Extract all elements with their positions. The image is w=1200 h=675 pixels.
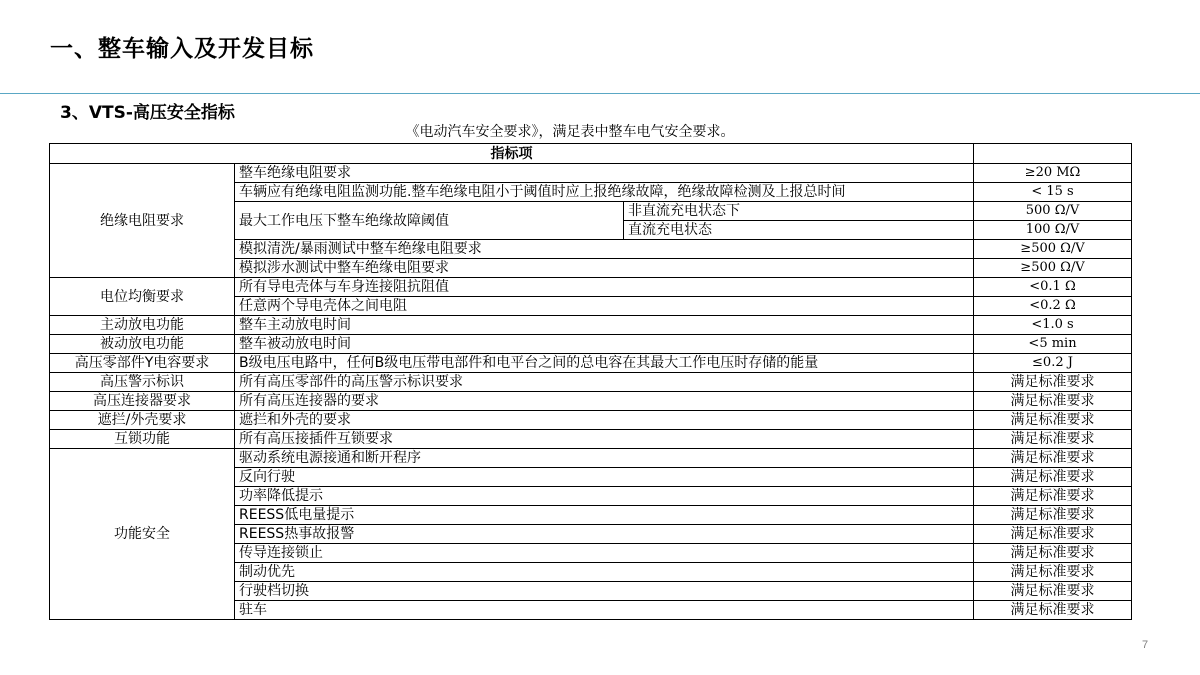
table-header-row	[50, 144, 1132, 164]
table-row	[50, 392, 1132, 411]
table-header-cell: 指标项	[50, 144, 974, 164]
row-value: 满足标准要求	[974, 392, 1132, 411]
row-value: <1.0 s	[974, 316, 1132, 335]
table-header-value-cell	[974, 144, 1132, 164]
row-item: 车辆应有绝缘电阻监测功能.整车绝缘电阻小于阈值时应上报绝缘故障，绝缘故障检测及上报总时间	[235, 183, 974, 202]
row-item: 制动优先	[235, 563, 974, 582]
category-active-discharge: 主动放电功能	[50, 316, 235, 335]
row-value: 满足标准要求	[974, 430, 1132, 449]
row-item: 最大工作电压下整车绝缘故障阈值	[235, 202, 624, 240]
row-item: REESS热事故报警	[235, 525, 974, 544]
table-row	[50, 411, 1132, 430]
table-caption: 《电动汽车安全要求》，满足表中整车电气安全要求。	[405, 124, 735, 140]
table-row	[50, 449, 1132, 468]
row-value: <0.1 Ω	[974, 278, 1132, 297]
table-row	[50, 354, 1132, 373]
row-value: < 15 s	[974, 183, 1132, 202]
row-value: 满足标准要求	[974, 468, 1132, 487]
category-equipotential: 电位均衡要求	[50, 278, 235, 316]
row-value: ≤0.2 J	[974, 354, 1132, 373]
row-item: 所有高压零部件的高压警示标识要求	[235, 373, 974, 392]
table-row	[50, 430, 1132, 449]
row-item: 所有高压连接器的要求	[235, 392, 974, 411]
row-item: B级电压电路中，任何B级电压带电部件和电平台之间的总电容在其最大工作电压时存储的能量	[235, 354, 974, 373]
row-value: 满足标准要求	[974, 525, 1132, 544]
category-insulation: 绝缘电阻要求	[50, 164, 235, 278]
category-hv-warning: 高压警示标识	[50, 373, 235, 392]
table-row	[50, 335, 1132, 354]
row-item: 整车主动放电时间	[235, 316, 974, 335]
row-item: 行驶档切换	[235, 582, 974, 601]
row-item: 模拟涉水测试中整车绝缘电阻要求	[235, 259, 974, 278]
row-value: 满足标准要求	[974, 506, 1132, 525]
title-divider	[0, 93, 1200, 94]
row-item: 驱动系统电源接通和断开程序	[235, 449, 974, 468]
category-functional-safety: 功能安全	[50, 449, 235, 620]
slide-title: 一、整车输入及开发目标	[50, 36, 314, 62]
row-item: 传导连接锁止	[235, 544, 974, 563]
row-item: 遮拦和外壳的要求	[235, 411, 974, 430]
row-item: 任意两个导电壳体之间电阻	[235, 297, 974, 316]
table-row	[50, 316, 1132, 335]
category-passive-discharge: 被动放电功能	[50, 335, 235, 354]
row-value: 满足标准要求	[974, 582, 1132, 601]
row-value: 满足标准要求	[974, 449, 1132, 468]
row-value: 满足标准要求	[974, 563, 1132, 582]
row-value: <0.2 Ω	[974, 297, 1132, 316]
category-y-capacitance: 高压零部件Y电容要求	[50, 354, 235, 373]
row-value: <5 min	[974, 335, 1132, 354]
row-value: ≥500 Ω/V	[974, 259, 1132, 278]
row-item: 功率降低提示	[235, 487, 974, 506]
row-value: 满足标准要求	[974, 373, 1132, 392]
row-item: 所有导电壳体与车身连接阻抗阻值	[235, 278, 974, 297]
row-item: 模拟清洗/暴雨测试中整车绝缘电阻要求	[235, 240, 974, 259]
row-value: 100 Ω/V	[974, 221, 1132, 240]
category-interlock: 互锁功能	[50, 430, 235, 449]
row-item: 所有高压接插件互锁要求	[235, 430, 974, 449]
row-item: REESS低电量提示	[235, 506, 974, 525]
row-item: 驻车	[235, 601, 974, 620]
row-value: ≥500 Ω/V	[974, 240, 1132, 259]
category-hv-connector: 高压连接器要求	[50, 392, 235, 411]
page-number: 7	[1142, 639, 1149, 651]
category-barrier: 遮拦/外壳要求	[50, 411, 235, 430]
requirements-table	[49, 143, 1132, 620]
row-item: 整车被动放电时间	[235, 335, 974, 354]
row-value: 500 Ω/V	[974, 202, 1132, 221]
row-value: 满足标准要求	[974, 544, 1132, 563]
table-row	[50, 373, 1132, 392]
table-row	[50, 164, 1132, 183]
table-row	[50, 278, 1132, 297]
row-value: 满足标准要求	[974, 487, 1132, 506]
row-subitem: 直流充电状态	[624, 221, 974, 240]
row-item: 整车绝缘电阻要求	[235, 164, 974, 183]
row-item: 反向行驶	[235, 468, 974, 487]
row-subitem: 非直流充电状态下	[624, 202, 974, 221]
section-title: 3、VTS-高压安全指标	[60, 103, 235, 123]
row-value: ≥20 MΩ	[974, 164, 1132, 183]
row-value: 满足标准要求	[974, 601, 1132, 620]
row-value: 满足标准要求	[974, 411, 1132, 430]
